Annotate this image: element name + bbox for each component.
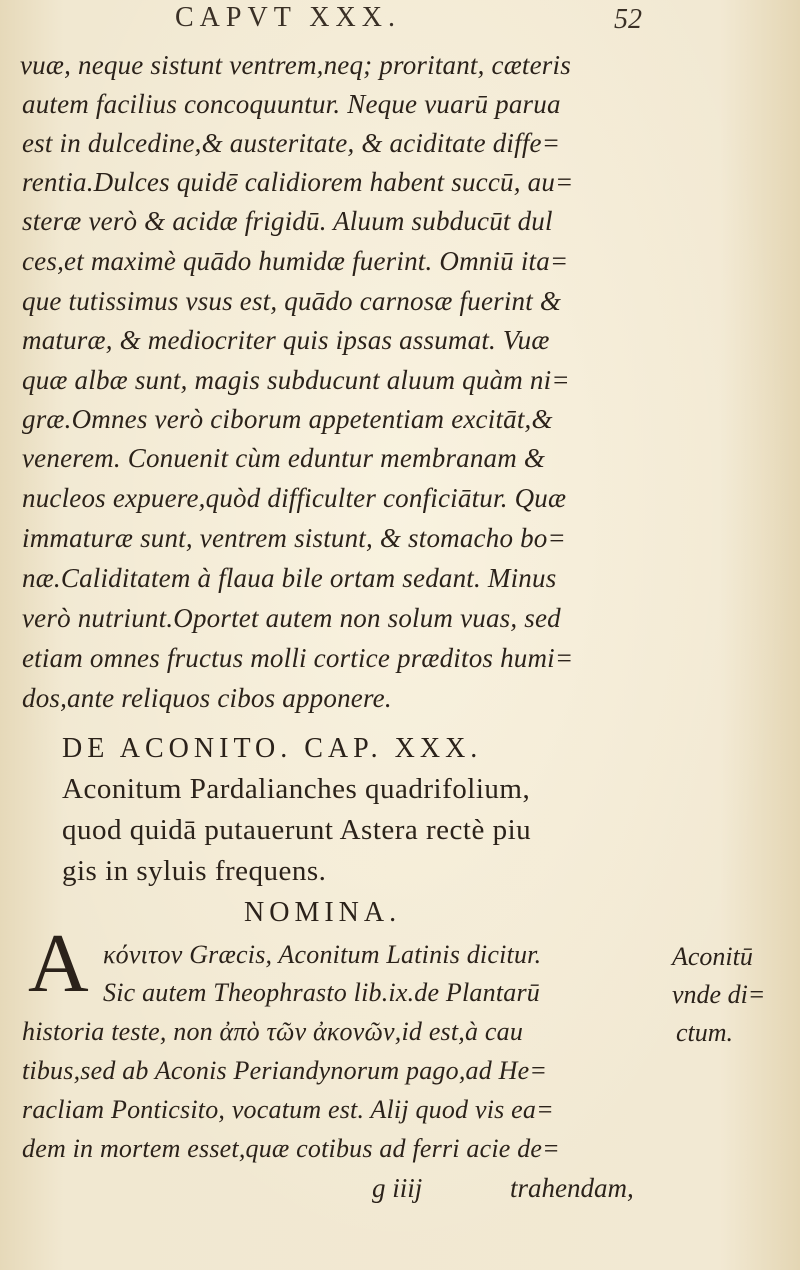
nomina-line: historia teste, non ἀπὸ τῶν ἀκονῶν,id est,à cau: [22, 1017, 524, 1046]
body-line: autem facilius concoquuntur. Neque vuarū parua: [22, 89, 561, 119]
nomina-line: dem in mortem esset,quæ cotibus ad ferri acie de=: [22, 1134, 560, 1163]
page-number: 52: [614, 4, 642, 35]
margin-note: ctum.: [676, 1018, 734, 1047]
body-line: steræ verò & acidæ frigidū. Aluum subducūt dul: [22, 206, 553, 236]
description-line: Aconitum Pardalianches quadrifolium,: [62, 773, 531, 805]
body-line: næ.Caliditatem à flaua bile ortam sedant. Minus: [22, 563, 557, 593]
body-line: etiam omnes fructus molli cortice præditos humi=: [22, 643, 574, 673]
body-line: nucleos expuere,quòd difficulter conficiātur. Quæ: [22, 483, 567, 513]
body-line: dos,ante reliquos cibos apponere.: [22, 683, 392, 713]
description-line: quod quidā putauerunt Astera rectè piu: [62, 814, 532, 846]
body-line: vuæ, neque sistunt ventrem,neq; proritant, cæteris: [20, 50, 571, 80]
margin-note: Aconitū: [672, 942, 753, 971]
body-line: venerem. Conuenit cùm eduntur membranam &: [22, 443, 546, 473]
running-title: CAPVT XXX.: [175, 2, 401, 33]
body-line: que tutissimus vsus est, quādo carnosæ fuerint &: [22, 286, 562, 316]
nomina-line: κόνιτον Græcis, Aconitum Latinis dicitur.: [103, 940, 542, 969]
nomina-heading: NOMINA.: [244, 897, 402, 928]
signature-mark: g iiij: [372, 1173, 423, 1203]
body-line: immaturæ sunt, ventrem sistunt, & stomacho bo=: [22, 523, 566, 553]
body-line: rentia.Dulces quidē calidiorem habent succū, au=: [22, 167, 574, 197]
body-line: quæ albæ sunt, magis subducunt aluum quàm ni=: [22, 365, 570, 395]
drop-cap: A: [28, 917, 89, 1010]
body-line: græ.Omnes verò ciborum appetentiam excitāt,&: [22, 404, 553, 434]
description-line: gis in syluis frequens.: [62, 855, 327, 887]
body-line: verò nutriunt.Oportet autem non solum vuas, sed: [22, 603, 561, 633]
nomina-line: Sic autem Theophrasto lib.ix.de Plantarū: [103, 978, 540, 1007]
catchword: trahendam,: [510, 1173, 634, 1203]
nomina-line: racliam Ponticsito, vocatum est. Alij quod vis ea=: [22, 1095, 554, 1124]
body-line: maturæ, & mediocriter quis ipsas assumat. Vuæ: [22, 325, 550, 355]
chapter-heading: DE ACONITO. CAP. XXX.: [62, 733, 483, 764]
margin-note: vnde di=: [672, 980, 766, 1009]
body-line: ces,et maximè quādo humidæ fuerint. Omniū ita=: [22, 246, 569, 276]
nomina-line: tibus,sed ab Aconis Periandynorum pago,ad He=: [22, 1056, 548, 1085]
body-line: est in dulcedine,& austeritate, & aciditate diffe=: [22, 128, 561, 158]
